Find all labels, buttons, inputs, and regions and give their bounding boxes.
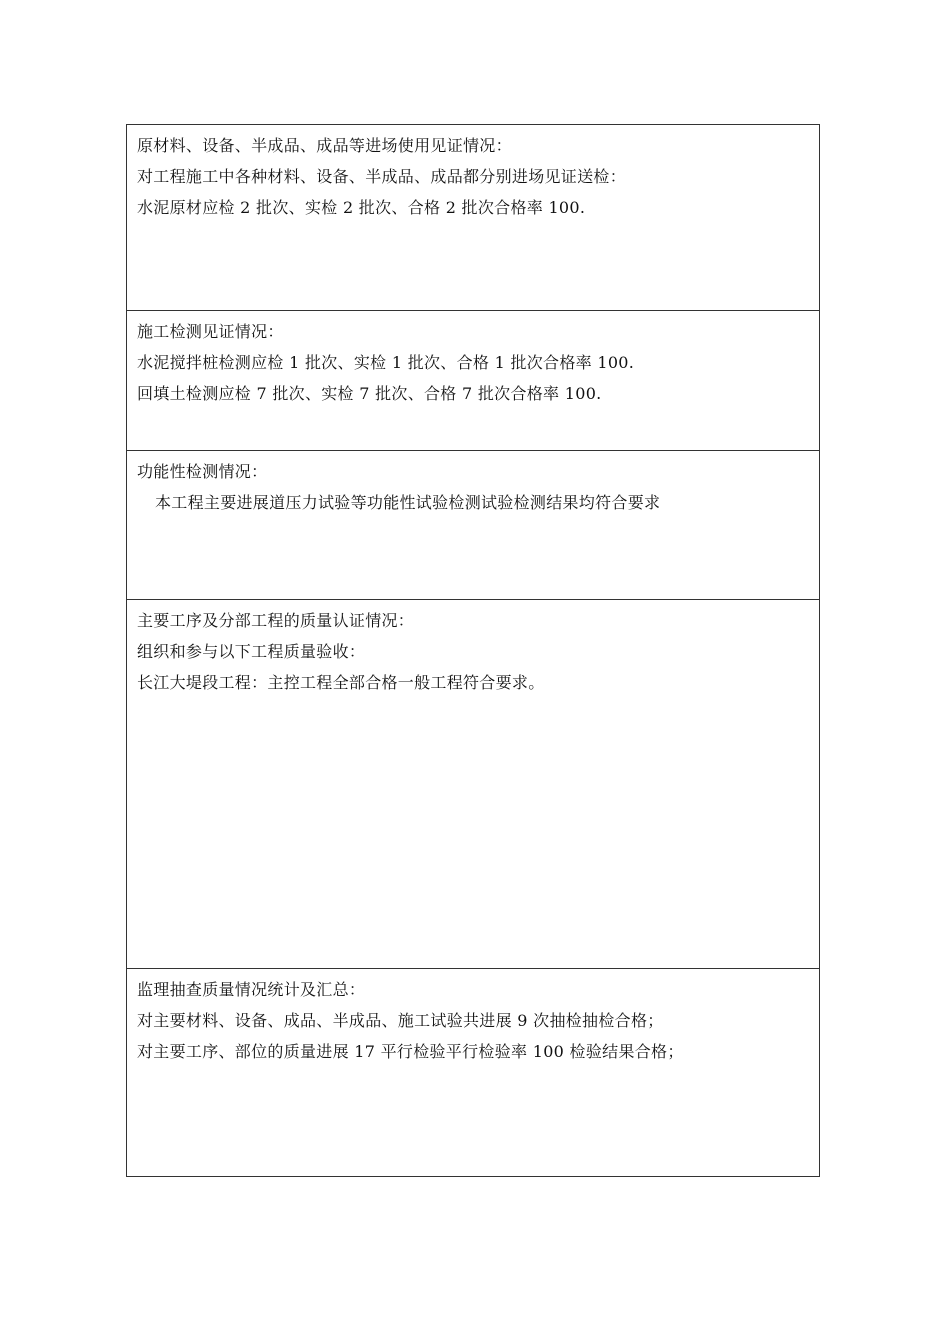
section-text: 水泥搅拌桩检测应检 1 批次、实检 1 批次、合格 1 批次合格率 100.	[137, 353, 635, 372]
section-construction-testing	[127, 311, 819, 451]
section-supervision-summary	[127, 969, 819, 1176]
section-text: 对主要材料、设备、成品、半成品、施工试验共进展 9 次抽检抽检合格；	[137, 1011, 664, 1030]
section-functional-testing	[127, 451, 819, 600]
section-text: 回填土检测应检 7 批次、实检 7 批次、合格 7 批次合格率 100.	[137, 384, 602, 403]
quality-record-table	[126, 124, 820, 1177]
section-heading: 功能性检测情况：	[137, 462, 268, 481]
section-quality-certification	[127, 600, 819, 969]
section-text: 长江大堤段工程：主控工程全部合格一般工程符合要求。	[137, 673, 545, 692]
section-text: 组织和参与以下工程质量验收：	[137, 642, 366, 661]
section-text: 对主要工序、部位的质量进展 17 平行检验平行检验率 100 检验结果合格；	[137, 1042, 684, 1061]
section-heading: 原材料、设备、半成品、成品等进场使用见证情况：	[137, 136, 512, 155]
section-text: 对工程施工中各种材料、设备、半成品、成品都分别进场见证送检：	[137, 167, 627, 186]
section-heading: 主要工序及分部工程的质量认证情况：	[137, 611, 415, 630]
section-text: 水泥原材应检 2 批次、实检 2 批次、合格 2 批次合格率 100.	[137, 198, 586, 217]
section-text: 本工程主要进展道压力试验等功能性试验检测试验检测结果均符合要求	[155, 493, 661, 512]
section-materials-witness	[127, 125, 819, 311]
section-heading: 施工检测见证情况：	[137, 322, 284, 341]
section-heading: 监理抽查质量情况统计及汇总：	[137, 980, 366, 999]
